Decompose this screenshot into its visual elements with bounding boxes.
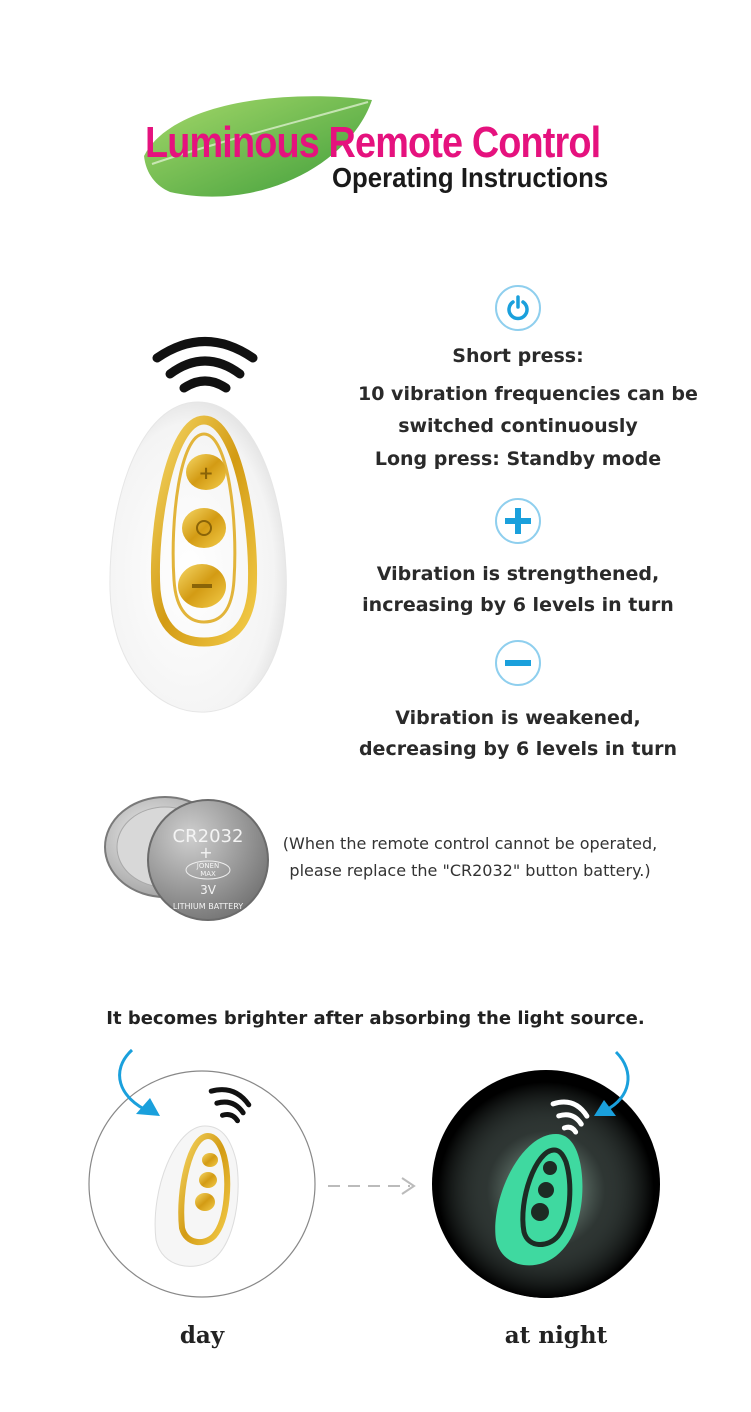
power-icon: [504, 294, 532, 322]
minus-line-1: Vibration is weakened,: [395, 707, 641, 729]
battery-note-line-2: please replace the "CR2032" button battery.): [289, 861, 651, 880]
battery-type-text: LITHIUM BATTERY: [172, 902, 244, 911]
battery-voltage-text: 3V: [200, 883, 216, 897]
battery-note: [270, 830, 670, 884]
power-long-press-label: Long press: Standby mode: [374, 448, 662, 470]
battery-brand2-text: MAX: [200, 870, 216, 878]
battery-note-line-1: (When the remote control cannot be operated,: [282, 834, 658, 853]
power-short-press-label: Short press:: [452, 345, 584, 367]
page-title: Luminous Remote Control: [145, 118, 601, 167]
battery-image: [100, 792, 285, 922]
battery-brand-text: JONEN: [196, 862, 220, 870]
remote-control-image: [100, 330, 290, 720]
wifi-signal-icon: [157, 342, 253, 389]
power-line-2: 10 vibration frequencies can be: [358, 383, 698, 405]
battery-model-text: CR2032: [172, 826, 244, 847]
power-line-3: switched continuously: [398, 415, 638, 437]
plus-line-2: increasing by 6 levels in turn: [362, 594, 674, 616]
glow-caption: It becomes brighter after absorbing the light source.: [106, 1008, 645, 1029]
dashed-arrow-icon: [328, 1178, 414, 1194]
page-subtitle: Operating Instructions: [332, 162, 609, 193]
minus-icon: [503, 648, 533, 678]
plus-icon: [503, 506, 533, 536]
svg-text:+: +: [198, 463, 214, 484]
plus-line-1: Vibration is strengthened,: [376, 563, 660, 585]
day-label: day: [179, 1322, 225, 1349]
minus-button-icon: [495, 640, 541, 686]
night-label: at night: [504, 1322, 608, 1349]
day-night-illustration: [0, 1040, 751, 1320]
battery-plus-text: +: [199, 843, 213, 862]
plus-button-icon: [495, 498, 541, 544]
minus-line-2: decreasing by 6 levels in turn: [358, 738, 678, 760]
power-button-icon: [495, 285, 541, 331]
